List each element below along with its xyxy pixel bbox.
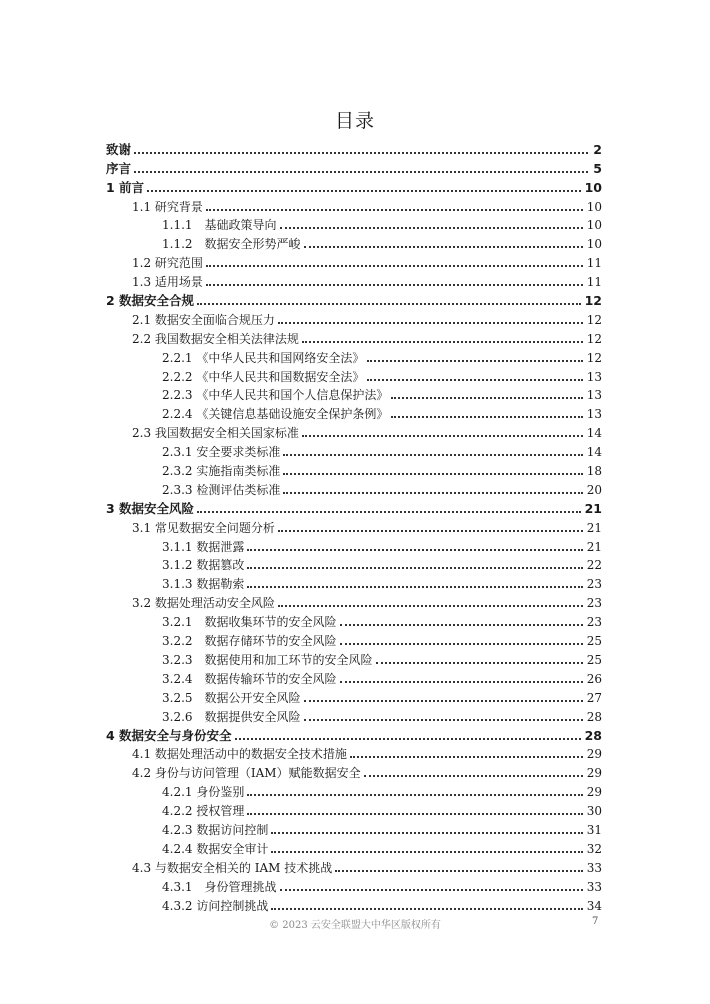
toc-entry-page: 10: [586, 218, 602, 233]
toc-entry[interactable]: [106, 308, 602, 327]
toc-entry-page: 10: [586, 237, 602, 252]
toc-entry[interactable]: [106, 554, 602, 573]
toc-entry-title: 3.1.3 数据勒索: [162, 577, 245, 592]
toc-entry[interactable]: [106, 232, 602, 251]
toc-dot-leader: [283, 454, 582, 456]
toc-dot-leader: [340, 681, 583, 683]
toc-entry-page: 29: [586, 785, 602, 800]
toc-dot-leader: [283, 492, 582, 494]
toc-entry-title: 3.1.1 数据泄露: [162, 539, 245, 554]
toc-dot-leader: [278, 322, 583, 324]
toc-entry[interactable]: [106, 667, 602, 686]
toc-entry[interactable]: [106, 648, 602, 667]
toc-dot-leader: [304, 246, 583, 248]
toc-entry-title: 4.2 身份与访问管理（IAM）赋能数据安全: [132, 766, 361, 781]
toc-entry-title: 1.2 研究范围: [132, 256, 203, 271]
toc-entry[interactable]: [106, 724, 602, 743]
toc-entry-page: 2: [593, 141, 602, 157]
toc-entry-page: 30: [586, 804, 602, 819]
toc-dot-leader: [197, 511, 581, 513]
toc-entry[interactable]: [106, 894, 602, 913]
toc-entry[interactable]: [106, 176, 602, 195]
toc-dot-leader: [271, 908, 582, 910]
toc-dot-leader: [247, 794, 582, 796]
toc-entry[interactable]: [106, 478, 602, 497]
toc-entry-title: 2.3.2 实施指南类标准: [162, 464, 281, 479]
toc-entry-title: 3.2.2 数据存储环节的安全风险: [162, 634, 337, 649]
toc-entry[interactable]: [106, 289, 602, 308]
toc-entry-title: 1 前言: [106, 179, 145, 195]
toc-entry-title: 3.2.4 数据传输环节的安全风险: [162, 671, 337, 686]
toc-entry-page: 26: [586, 671, 602, 686]
toc-dot-leader: [376, 662, 583, 664]
toc-entry-title: 4.3.2 访问控制挑战: [162, 898, 269, 913]
toc-entry-title: 2.3 我国数据安全相关国家标准: [132, 426, 299, 441]
toc-entry-page: 21: [586, 539, 602, 554]
toc-entry-page: 12: [584, 293, 602, 309]
toc-entry-title: 2.3.3 检测评估类标准: [162, 482, 281, 497]
toc-entry[interactable]: [106, 818, 602, 837]
toc-entry-title: 3.2.6 数据提供安全风险: [162, 709, 301, 724]
toc-entry-page: 10: [586, 199, 602, 214]
toc-entry-title: 致谢: [106, 141, 132, 157]
toc-entry[interactable]: [106, 459, 602, 478]
toc-dot-leader: [134, 152, 588, 154]
toc-entry[interactable]: [106, 195, 602, 214]
toc-entry[interactable]: [106, 251, 602, 270]
toc-entry[interactable]: [106, 214, 602, 233]
toc-dot-leader: [247, 549, 582, 551]
toc-entry-page: 11: [586, 275, 602, 290]
toc-entry-title: 4.2.4 数据安全审计: [162, 841, 269, 856]
toc-entry-page: 29: [586, 747, 602, 762]
toc-entry[interactable]: [106, 365, 602, 384]
toc-entry-title: 1.3 适用场景: [132, 275, 203, 290]
toc-entry[interactable]: [106, 686, 602, 705]
toc-entry-title: 3.1 常见数据安全问题分析: [132, 520, 275, 535]
table-of-contents: [106, 138, 602, 913]
toc-dot-leader: [340, 624, 583, 626]
footer-page-number: 7: [592, 916, 599, 927]
toc-entry-page: 5: [593, 160, 602, 176]
toc-dot-leader: [283, 473, 582, 475]
toc-dot-leader: [271, 832, 582, 834]
page-title: 目录: [334, 110, 375, 132]
toc-dot-leader: [206, 265, 583, 267]
toc-dot-leader: [304, 700, 583, 702]
toc-entry-title: 3.2 数据处理活动安全风险: [132, 596, 275, 611]
toc-dot-leader: [206, 284, 583, 286]
toc-entry-title: 3.2.1 数据收集环节的安全风险: [162, 615, 337, 630]
toc-entry-title: 2.1 数据安全面临合规压力: [132, 312, 275, 327]
toc-entry-page: 21: [584, 500, 602, 516]
toc-entry[interactable]: [106, 837, 602, 856]
toc-entry[interactable]: [106, 761, 602, 780]
toc-dot-leader: [271, 851, 582, 853]
toc-entry-page: 14: [586, 426, 602, 441]
toc-entry-page: 12: [586, 331, 602, 346]
toc-entry-page: 12: [586, 350, 602, 365]
toc-entry-page: 13: [586, 407, 602, 422]
toc-entry[interactable]: [106, 780, 602, 799]
toc-entry-page: 23: [586, 577, 602, 592]
toc-entry-title: 2.2.4 《关键信息基础设施安全保护条例》: [162, 407, 389, 422]
toc-entry-title: 4.3 与数据安全相关的 IAM 技术挑战: [132, 860, 333, 875]
toc-entry-title: 2.3.1 安全要求类标准: [162, 445, 281, 460]
toc-entry-title: 3 数据安全风险: [106, 500, 195, 516]
toc-entry-title: 2 数据安全合规: [106, 293, 195, 309]
toc-entry-page: 25: [586, 652, 602, 667]
toc-entry-title: 2.2.3 《中华人民共和国个人信息保护法》: [162, 388, 389, 403]
toc-entry[interactable]: [106, 572, 602, 591]
toc-entry-page: 21: [586, 520, 602, 535]
toc-entry[interactable]: [106, 875, 602, 894]
toc-entry[interactable]: [106, 629, 602, 648]
toc-entry-title: 4 数据安全与身份安全: [106, 727, 232, 743]
toc-entry-page: 31: [586, 822, 602, 837]
toc-entry-page: 23: [586, 615, 602, 630]
toc-entry-title: 2.2 我国数据安全相关法律法规: [132, 331, 299, 346]
footer-copyright: © 2023 云安全联盟大中华区版权所有: [269, 920, 441, 931]
toc-entry-page: 32: [586, 841, 602, 856]
toc-entry[interactable]: [106, 421, 602, 440]
toc-entry-page: 10: [584, 179, 602, 195]
toc-dot-leader: [147, 190, 581, 192]
toc-entry-title: 4.2.1 身份鉴别: [162, 785, 245, 800]
toc-dot-leader: [278, 530, 583, 532]
toc-entry[interactable]: [106, 799, 602, 818]
toc-dot-leader: [367, 379, 582, 381]
toc-entry-title: 3.2.5 数据公开安全风险: [162, 690, 301, 705]
toc-dot-leader: [364, 775, 583, 777]
toc-entry-title: 1.1.2 数据安全形势严峻: [162, 237, 301, 252]
toc-entry-title: 1.1 研究背景: [132, 199, 203, 214]
toc-entry[interactable]: [106, 856, 602, 875]
toc-entry[interactable]: [106, 346, 602, 365]
toc-entry[interactable]: [106, 591, 602, 610]
toc-entry-page: 13: [586, 388, 602, 403]
toc-entry[interactable]: [106, 705, 602, 724]
toc-dot-leader: [197, 303, 581, 305]
toc-entry-page: 13: [586, 369, 602, 384]
toc-dot-leader: [206, 209, 583, 211]
toc-entry-page: 28: [584, 727, 602, 743]
toc-entry-page: 33: [586, 879, 602, 894]
toc-entry-title: 3.2.3 数据使用和加工环节的安全风险: [162, 652, 373, 667]
toc-entry[interactable]: [106, 516, 602, 535]
toc-entry-page: 33: [586, 860, 602, 875]
toc-entry[interactable]: [106, 497, 602, 516]
toc-dot-leader: [335, 870, 582, 872]
toc-entry[interactable]: [106, 402, 602, 421]
toc-entry-page: 34: [586, 898, 602, 913]
toc-dot-leader: [247, 813, 582, 815]
toc-entry-title: 4.2.3 数据访问控制: [162, 822, 269, 837]
toc-dot-leader: [340, 643, 583, 645]
toc-dot-leader: [235, 738, 581, 740]
toc-dot-leader: [391, 397, 582, 399]
toc-entry-title: 2.2.1 《中华人民共和国网络安全法》: [162, 350, 365, 365]
toc-entry[interactable]: [106, 384, 602, 403]
toc-entry-title: 1.1.1 基础政策导向: [162, 218, 277, 233]
toc-dot-leader: [350, 756, 583, 758]
toc-dot-leader: [247, 586, 582, 588]
toc-dot-leader: [367, 360, 582, 362]
toc-entry-page: 12: [586, 312, 602, 327]
toc-entry[interactable]: [106, 327, 602, 346]
toc-entry-page: 20: [586, 482, 602, 497]
toc-dot-leader: [280, 889, 583, 891]
toc-entry-page: 27: [586, 690, 602, 705]
toc-entry-title: 2.2.2 《中华人民共和国数据安全法》: [162, 369, 365, 384]
toc-entry-page: 28: [586, 709, 602, 724]
toc-dot-leader: [391, 416, 582, 418]
toc-entry-page: 25: [586, 634, 602, 649]
toc-dot-leader: [304, 719, 583, 721]
toc-entry-page: 18: [586, 464, 602, 479]
toc-dot-leader: [302, 341, 583, 343]
toc-entry[interactable]: [106, 743, 602, 762]
toc-entry-title: 4.3.1 身份管理挑战: [162, 879, 277, 894]
toc-entry-page: 23: [586, 596, 602, 611]
toc-entry[interactable]: [106, 440, 602, 459]
toc-entry-page: 29: [586, 766, 602, 781]
toc-entry-title: 序言: [106, 160, 132, 176]
toc-entry-page: 22: [586, 558, 602, 573]
toc-entry-title: 4.2.2 授权管理: [162, 804, 245, 819]
toc-dot-leader: [247, 567, 582, 569]
toc-entry[interactable]: [106, 138, 602, 157]
toc-entry[interactable]: [106, 157, 602, 176]
toc-entry-title: 3.1.2 数据篡改: [162, 558, 245, 573]
toc-entry[interactable]: [106, 270, 602, 289]
toc-dot-leader: [134, 171, 588, 173]
toc-dot-leader: [280, 227, 583, 229]
toc-entry[interactable]: [106, 610, 602, 629]
toc-entry-page: 14: [586, 445, 602, 460]
toc-dot-leader: [278, 605, 583, 607]
toc-entry-page: 11: [586, 256, 602, 271]
toc-entry[interactable]: [106, 535, 602, 554]
toc-entry-title: 4.1 数据处理活动中的数据安全技术措施: [132, 747, 347, 762]
toc-dot-leader: [302, 435, 583, 437]
